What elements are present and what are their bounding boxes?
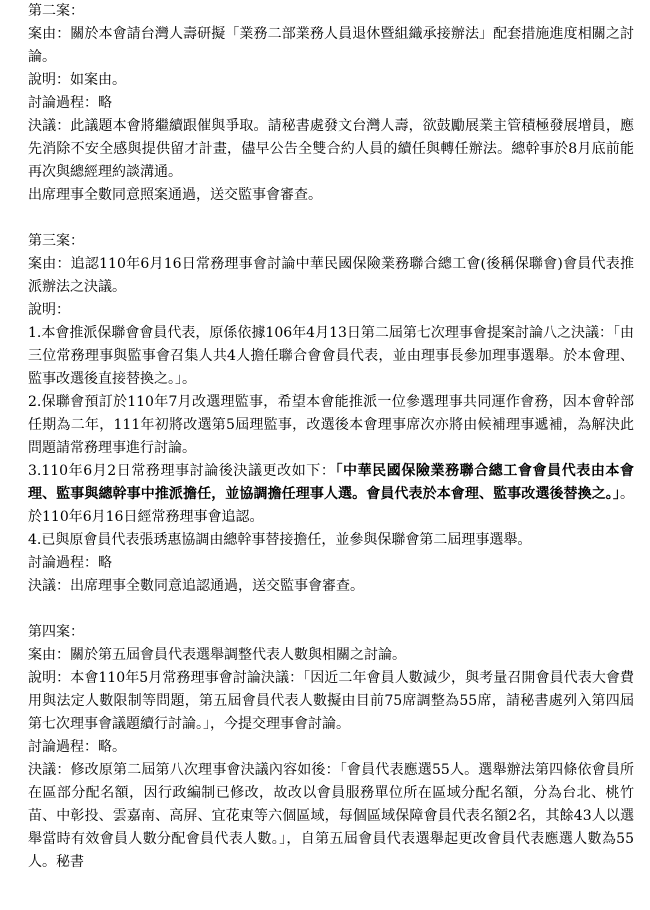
case-four-subject: 案由：關於第五屆會員代表選舉調整代表人數與相關之討論。 — [28, 647, 406, 663]
document-page — [28, 0, 634, 874]
case-four-process: 討論過程：略。 — [28, 739, 126, 755]
case-three-item-3 — [28, 460, 634, 529]
case-three-item-3-intro: 3.110年6月2日常務理事討論後決議更改如下： — [28, 463, 336, 479]
case-two-resolution: 決議：此議題本會將繼續跟催與爭取。請秘書處發文台灣人壽，欲鼓勵展業主管積極發展增員，應先消除不安全感與提供留才計畫，儘早公告全雙合約人員的續任與轉任辦法。總幹事於8月底前能再次與總經理約談溝通。 — [28, 118, 634, 180]
case-four-explanation: 說明：本會110年5月常務理事會討論決議：「因近二年會員人數減少，與考量召開會員代表大會費用與法定人數限制等問題，第五屆會員代表人數擬由目前75席調整為55席，請秘書處列入第四屆第七次理事會議題續行討論。」，今提交理事會討論。 — [28, 670, 634, 732]
case-four-resolution: 決議：修改原第二屆第八次理事會決議內容如後：「會員代表應選55人。選舉辦法第四條依會員所在區部分配名額，因行政編制已修改，故改以會員服務單位所在區域分配名額，分為台北、桃竹苗、中彰投、雲嘉南、高屏、宜花東等六個區域，每個區域保障會員代表名額2名，其餘43人以選舉當時有效會員人數分配會員代表人數。」，自第五屆會員代表選舉起更改會員代表應選人數為55人。秘書 — [28, 762, 634, 870]
case-three-item-1: 1.本會推派保聯會會員代表，原係依據106年4月13日第二屆第七次理事會提案討論八之決議：「由三位常務理事與監事會召集人共4人擔任聯合會會員代表，並由理事長參加理事選舉。於本會理、監事改選後直接替換之。」。 — [28, 325, 634, 387]
case-three-title: 第三案： — [28, 233, 84, 249]
case-three-subject: 案由：追認110年6月16日常務理事會討論中華民國保險業務聯合總工會(後稱保聯會)會員代表推派辦法之決議。 — [28, 256, 634, 295]
case-three-item-3-ratification: 。於110年6月16日經常務理事會追認。 — [28, 486, 634, 525]
case-three-resolution: 決議：出席理事全數同意追認通過，送交監事會審查。 — [28, 578, 364, 594]
case-three-item-2: 2.保聯會預訂於110年7月改選理監事，希望本會能推派一位參選理事共同運作會務，因本會幹部任期為二年，111年初將改選第5屆理監事，改選後本會理事席次亦將由候補理事遞補，為解決此問題請常務理事進行討論。 — [28, 394, 634, 456]
case-three-item-3-bold-clause: 「中華民國保險業務聯合總工會會員代表由本會理、監事與總幹事中推派擔任，並協調擔任理事人選。會員代表於本會理、監事改選後替換之。」 — [28, 463, 634, 502]
case-three-process: 討論過程：略 — [28, 555, 112, 571]
case-three-explanation: 說明： — [28, 302, 70, 318]
case-four-section — [28, 621, 634, 874]
case-two-process: 討論過程：略 — [28, 95, 112, 111]
case-three-item-4: 4.已與原會員代表張琇惠協調由總幹事替接擔任，並參與保聯會第二屆理事選舉。 — [28, 532, 532, 548]
case-three-section — [28, 230, 634, 598]
case-two-subject: 案由：關於本會請台灣人壽研擬「業務二部業務人員退休暨組織承接辦法」配套措施進度相關之討論。 — [28, 26, 634, 65]
case-two-explanation: 說明：如案由。 — [28, 72, 126, 88]
case-two-title: 第二案： — [28, 3, 84, 19]
case-two-section — [28, 0, 634, 207]
case-two-outcome: 出席理事全數同意照案通過，送交監事會審查。 — [28, 187, 322, 203]
case-four-title: 第四案： — [28, 624, 84, 640]
